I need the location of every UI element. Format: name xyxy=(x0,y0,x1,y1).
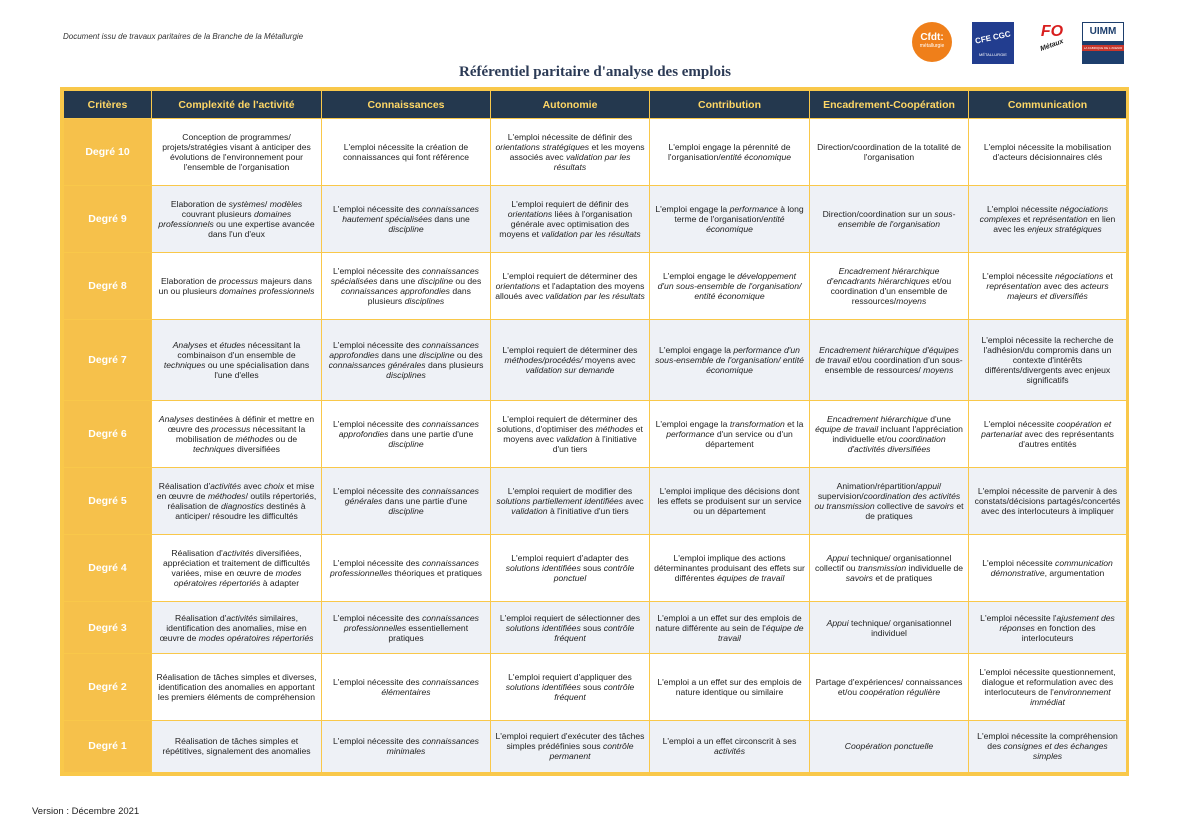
analysis-table-frame xyxy=(60,87,1129,776)
table-cell: Conception de programmes/ projets/stratégies visant à anticiper des évolutions de l'environnement pour l'ensemble de l'organisation xyxy=(152,119,322,186)
table-cell: L'emploi requiert de déterminer des solutions, d'optimiser des méthodes et moyens avec validation à l'initiative d'un tiers xyxy=(491,401,650,468)
table-cell: L'emploi engage la performance d'un sous-ensemble de l'organisation/ entité économique xyxy=(650,319,810,401)
grade-label: Degré 3 xyxy=(64,602,152,654)
table-cell: L'emploi a un effet circonscrit à ses activités xyxy=(650,720,810,772)
table-cell: L'emploi requiert d'appliquer des solutions identifiées sous contrôle fréquent xyxy=(491,654,650,721)
table-cell: Elaboration de processus majeurs dans un ou plusieurs domaines professionnels xyxy=(152,252,322,319)
table-cell: Appui technique/ organisationnel collectif ou transmission individuelle de savoirs et de pratiques xyxy=(810,535,969,602)
table-row xyxy=(64,468,1127,535)
table-row xyxy=(64,602,1127,654)
table-cell: Appui technique/ organisationnel individuel xyxy=(810,602,969,654)
document-subtitle: Document issu de travaux paritaires de la Branche de la Métallurgie xyxy=(63,32,304,41)
table-cell: L'emploi engage la pérennité de l'organisation/entité économique xyxy=(650,119,810,186)
table-cell: L'emploi requiert d'exécuter des tâches simples prédéfinies sous contrôle permanent xyxy=(491,720,650,772)
table-cell: L'emploi nécessite coopération et partenariat avec des représentants d'autres entités xyxy=(969,401,1127,468)
uimm-logo-name: UIMM xyxy=(1082,22,1124,42)
table-body xyxy=(64,119,1127,773)
fo-logo-name: FO xyxy=(1040,23,1064,40)
table-cell: Encadrement hiérarchique d'encadrants hiérarchiques et/ou coordination d'un ensemble de ressources/moyens xyxy=(810,252,969,319)
grade-label: Degré 9 xyxy=(64,185,152,252)
cfecgc-logo xyxy=(972,22,1014,64)
grade-label: Degré 8 xyxy=(64,252,152,319)
table-row xyxy=(64,401,1127,468)
table-row xyxy=(64,319,1127,401)
grade-label: Degré 7 xyxy=(64,319,152,401)
table-cell: L'emploi nécessite la recherche de l'adhésion/du compromis dans un contexte d'intérêts différents/divergents avec enjeux significatifs xyxy=(969,319,1127,401)
table-cell: L'emploi nécessite des connaissances élémentaires xyxy=(322,654,491,721)
grade-label: Degré 6 xyxy=(64,401,152,468)
column-header: Critères xyxy=(64,91,152,119)
version-label: Version : Décembre 2021 xyxy=(32,806,140,817)
table-row xyxy=(64,185,1127,252)
table-cell: Encadrement hiérarchique d'une équipe de travail incluant l'appréciation individuelle et/ou coordination d'activités diversifiées xyxy=(810,401,969,468)
table-cell: L'emploi a un effet sur des emplois de nature différente au sein de l'équipe de travail xyxy=(650,602,810,654)
table-cell: L'emploi requiert de définir des orientations liées à l'organisation générale avec optimisation des moyens et validation par les résultats xyxy=(491,185,650,252)
table-row xyxy=(64,654,1127,721)
table-cell: L'emploi nécessite la création de connaissances qui font référence xyxy=(322,119,491,186)
table-cell: L'emploi engage la transformation et la performance d'un service ou d'un département xyxy=(650,401,810,468)
table-cell: L'emploi nécessite des connaissances générales dans une partie d'une discipline xyxy=(322,468,491,535)
table-cell: L'emploi nécessite des connaissances professionnelles essentiellement pratiques xyxy=(322,602,491,654)
table-cell: Analyses destinées à définir et mettre en œuvre des processus nécessitant la mobilisation de méthodes ou de techniques diversifiées xyxy=(152,401,322,468)
table-cell: L'emploi requiert de sélectionner des solutions identifiées sous contrôle fréquent xyxy=(491,602,650,654)
table-cell: L'emploi engage la performance à long terme de l'organisation/entité économique xyxy=(650,185,810,252)
table-cell: L'emploi nécessite des connaissances approfondies dans une partie d'une discipline xyxy=(322,401,491,468)
table-cell: Animation/répartition/appui/ supervision/coordination des activités ou transmission collective de savoirs et de pratiques xyxy=(810,468,969,535)
uimm-logo-sub: LA FABRIQUE DE L'AVENIR xyxy=(1083,46,1123,50)
table-cell: L'emploi nécessite des connaissances approfondies dans une discipline ou des connaissances générales dans plusieurs disciplines xyxy=(322,319,491,401)
table-cell: L'emploi requiert de déterminer des méthodes/procédés/ moyens avec validation sur demande xyxy=(491,319,650,401)
table-cell: Réalisation de tâches simples et diverses, identification des anomalies en apportant les premiers éléments de compréhension xyxy=(152,654,322,721)
table-cell: L'emploi nécessite des connaissances spécialisées dans une discipline ou des connaissances approfondies dans plusieurs disciplines xyxy=(322,252,491,319)
fo-logo xyxy=(1038,22,1066,64)
table-cell: L'emploi nécessite l'ajustement des réponses en fonction des interlocuteurs xyxy=(969,602,1127,654)
uimm-logo xyxy=(1082,22,1124,64)
column-header: Complexité de l'activité xyxy=(152,91,322,119)
fo-logo-sub: Métaux xyxy=(1039,38,1065,53)
column-header: Contribution xyxy=(650,91,810,119)
table-row xyxy=(64,535,1127,602)
cfdt-logo xyxy=(912,22,952,62)
table-cell: L'emploi nécessite la compréhension des consignes et des échanges simples xyxy=(969,720,1127,772)
table-cell: Analyses et études nécessitant la combinaison d'un ensemble de techniques ou une spécialisation dans l'une d'elles xyxy=(152,319,322,401)
grade-label: Degré 2 xyxy=(64,654,152,721)
page-title: Référentiel paritaire d'analyse des emplois xyxy=(459,64,731,80)
table-row xyxy=(64,720,1127,772)
table-row xyxy=(64,252,1127,319)
table-cell: L'emploi nécessite de définir des orientations stratégiques et les moyens associés avec validation par les résultats xyxy=(491,119,650,186)
table-cell: Elaboration de systèmes/ modèles couvrant plusieurs domaines professionnels ou une expertise avancée dans l'un d'eux xyxy=(152,185,322,252)
table-cell: L'emploi nécessite des connaissances professionnelles théoriques et pratiques xyxy=(322,535,491,602)
cfecgc-logo-name: CFE CGC xyxy=(974,29,1012,46)
table-cell: L'emploi requiert d'adapter des solutions identifiées sous contrôle ponctuel xyxy=(491,535,650,602)
column-header: Encadrement-Coopération xyxy=(810,91,969,119)
cfdt-logo-sub: métallurgie xyxy=(919,43,945,49)
table-cell: L'emploi a un effet sur des emplois de nature identique ou similaire xyxy=(650,654,810,721)
table-cell: L'emploi nécessite négociations et représentation avec des acteurs majeurs et diversifiés xyxy=(969,252,1127,319)
table-cell: L'emploi nécessite la mobilisation d'acteurs décisionnaires clés xyxy=(969,119,1127,186)
table-cell: Coopération ponctuelle xyxy=(810,720,969,772)
table-header-row xyxy=(64,91,1127,119)
table-cell: L'emploi nécessite négociations complexes et représentation en lien avec les enjeux stratégiques xyxy=(969,185,1127,252)
table-cell: L'emploi nécessite de parvenir à des constats/décisions partagés/concertés avec des interlocuteurs à impliquer xyxy=(969,468,1127,535)
cfecgc-logo-sub: MÉTALLURGIE xyxy=(979,52,1007,57)
grade-label: Degré 10 xyxy=(64,119,152,186)
table-cell: L'emploi nécessite des connaissances hautement spécialisées dans une discipline xyxy=(322,185,491,252)
table-cell: Réalisation d'activités diversifiées, appréciation et traitement de difficultés variées, mise en œuvre de modes opératoires répertoriés à adapter xyxy=(152,535,322,602)
grade-label: Degré 4 xyxy=(64,535,152,602)
grade-label: Degré 5 xyxy=(64,468,152,535)
table-cell: Réalisation d'activités avec choix et mise en œuvre de méthodes/ outils répertoriés, réalisation de diagnostics destinés à anticiper/ résoudre les difficultés xyxy=(152,468,322,535)
grade-label: Degré 1 xyxy=(64,720,152,772)
table-cell: Réalisation d'activités similaires, identification des anomalies, mise en œuvre de modes opératoires répertoriés xyxy=(152,602,322,654)
table-cell: L'emploi requiert de modifier des solutions partiellement identifiées avec validation à l'initiative d'un tiers xyxy=(491,468,650,535)
table-cell: L'emploi nécessite questionnement, dialogue et reformulation avec des interlocuteurs de l'environnement immédiat xyxy=(969,654,1127,721)
table-row xyxy=(64,119,1127,186)
table-cell: Encadrement hiérarchique d'équipes de travail et/ou coordination d'un sous-ensemble de ressources/ moyens xyxy=(810,319,969,401)
table-cell: Réalisation de tâches simples et répétitives, signalement des anomalies xyxy=(152,720,322,772)
table-cell: Direction/coordination de la totalité de l'organisation xyxy=(810,119,969,186)
column-header: Communication xyxy=(969,91,1127,119)
table-cell: L'emploi nécessite des connaissances minimales xyxy=(322,720,491,772)
table-cell: L'emploi implique des actions déterminantes produisant des effets sur différentes équipes de travail xyxy=(650,535,810,602)
table-cell: L'emploi nécessite communication démonstrative, argumentation xyxy=(969,535,1127,602)
table-cell: L'emploi implique des décisions dont les effets se produisent sur un service ou un département xyxy=(650,468,810,535)
cfdt-logo-name: Cfdt: xyxy=(920,32,944,43)
analysis-table xyxy=(63,90,1127,773)
table-cell: L'emploi engage le développement d'un sous-ensemble de l'organisation/ entité économique xyxy=(650,252,810,319)
column-header: Autonomie xyxy=(491,91,650,119)
table-cell: L'emploi requiert de déterminer des orientations et l'adaptation des moyens alloués avec validation par les résultats xyxy=(491,252,650,319)
column-header: Connaissances xyxy=(322,91,491,119)
table-cell: Direction/coordination sur un sous-ensemble de l'organisation xyxy=(810,185,969,252)
table-cell: Partage d'expériences/ connaissances et/ou coopération régulière xyxy=(810,654,969,721)
